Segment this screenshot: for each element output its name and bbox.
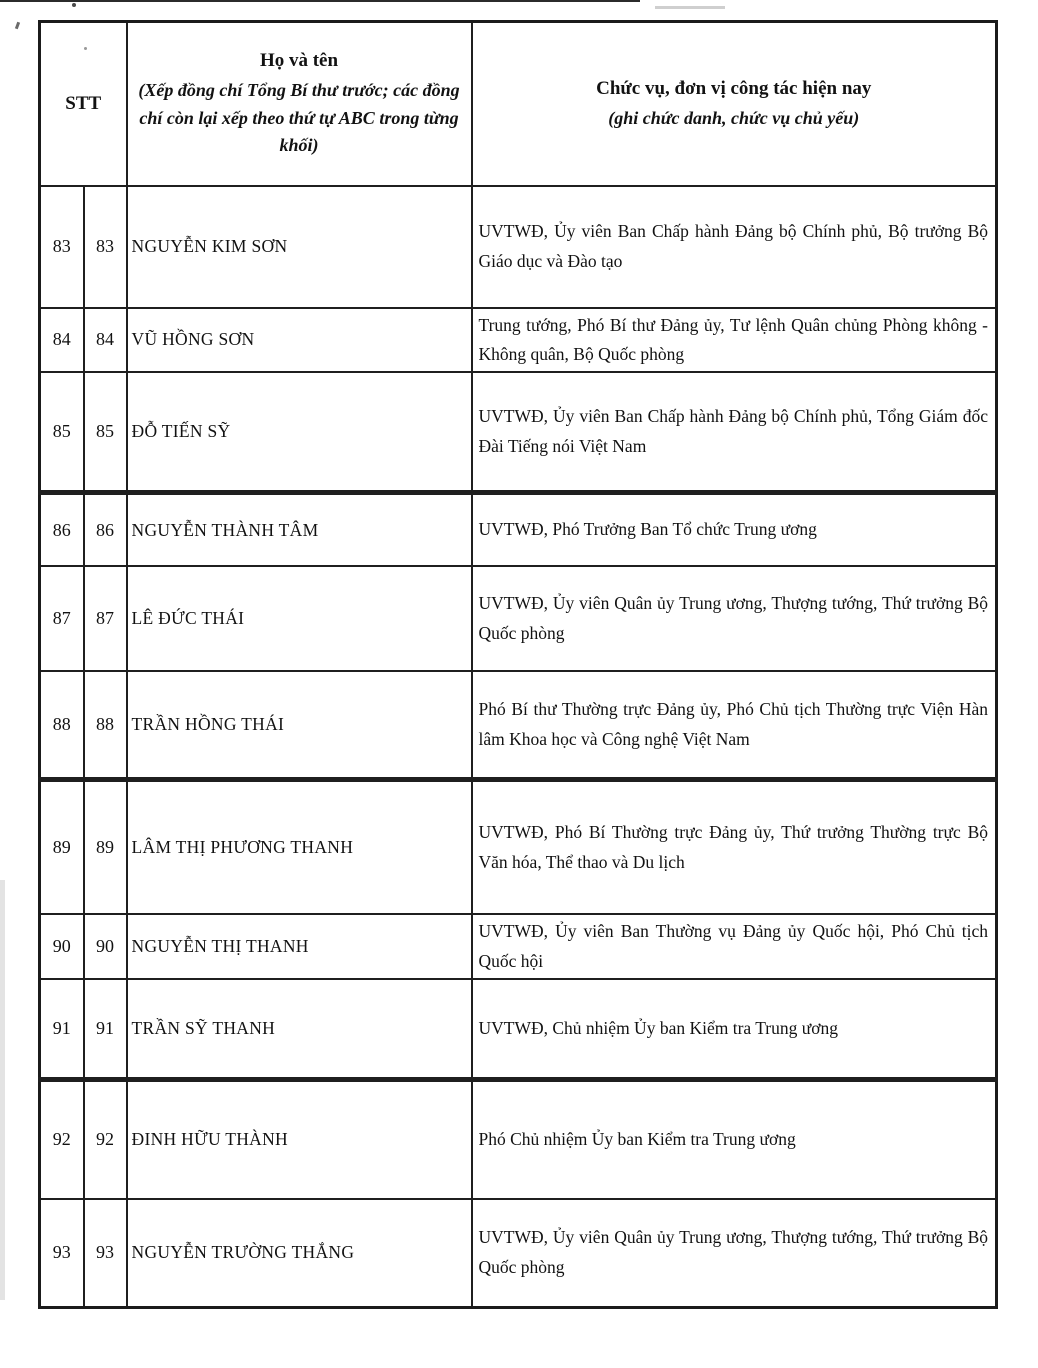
name-cell: NGUYỄN THỊ THANH [127, 914, 472, 979]
header-stt [40, 22, 127, 186]
table-header-row [40, 22, 997, 186]
stt-cell: 84 [40, 308, 84, 373]
scan-artifact-speck [15, 22, 20, 30]
position-cell: UVTWĐ, Chủ nhiệm Ủy ban Kiểm tra Trung ương [472, 979, 997, 1079]
stt-cell: 87 [40, 566, 84, 671]
header-position [472, 22, 997, 186]
position-cell: Trung tướng, Phó Bí thư Đảng ủy, Tư lệnh Quân chủng Phòng không - Không quân, Bộ Quốc phòng [472, 308, 997, 373]
stt-duplicate-cell: 89 [84, 779, 127, 914]
table-row [40, 308, 997, 373]
stt-cell: 86 [40, 492, 84, 566]
name-cell: LÊ ĐỨC THÁI [127, 566, 472, 671]
name-cell: LÂM THỊ PHƯƠNG THANH [127, 779, 472, 914]
stt-duplicate-cell: 92 [84, 1079, 127, 1199]
position-cell: Phó Bí thư Thường trực Đảng ủy, Phó Chủ tịch Thường trực Viện Hàn lâm Khoa học và Công nghệ Việt Nam [472, 671, 997, 779]
position-cell: UVTWĐ, Phó Bí Thường trực Đảng ủy, Thứ trưởng Thường trực Bộ Văn hóa, Thể thao và Du lịch [472, 779, 997, 914]
table-row [40, 1199, 997, 1307]
position-cell: UVTWĐ, Ủy viên Quân ủy Trung ương, Thượng tướng, Thứ trưởng Bộ Quốc phòng [472, 566, 997, 671]
position-cell: Phó Chủ nhiệm Ủy ban Kiểm tra Trung ương [472, 1079, 997, 1199]
header-position-note: (ghi chức danh, chức vụ chủ yếu) [608, 107, 860, 128]
stt-cell: 90 [40, 914, 84, 979]
stt-cell: 93 [40, 1199, 84, 1307]
position-cell: UVTWĐ, Ủy viên Ban Chấp hành Đảng bộ Chính phủ, Tổng Giám đốc Đài Tiếng nói Việt Nam [472, 372, 997, 492]
table-row [40, 566, 997, 671]
header-stt-label: STT [65, 92, 102, 114]
stt-duplicate-cell: 87 [84, 566, 127, 671]
stt-duplicate-cell: 93 [84, 1199, 127, 1307]
position-cell: UVTWĐ, Phó Trưởng Ban Tổ chức Trung ương [472, 492, 997, 566]
position-cell: UVTWĐ, Ủy viên Quân ủy Trung ương, Thượng tướng, Thứ trưởng Bộ Quốc phòng [472, 1199, 997, 1307]
stt-cell: 85 [40, 372, 84, 492]
stt-duplicate-cell: 88 [84, 671, 127, 779]
table-row [40, 1079, 997, 1199]
stt-duplicate-cell: 86 [84, 492, 127, 566]
scan-artifact-edge-band [0, 880, 5, 1300]
table-row [40, 372, 997, 492]
header-position-title: Chức vụ, đơn vị công tác hiện nay [596, 78, 872, 100]
scan-artifact-top-smudge [655, 6, 725, 9]
scan-artifact-speck [72, 3, 76, 7]
table-row [40, 979, 997, 1079]
stt-duplicate-cell: 91 [84, 979, 127, 1079]
name-cell: NGUYỄN THÀNH TÂM [127, 492, 472, 566]
position-cell: UVTWĐ, Ủy viên Ban Chấp hành Đảng bộ Chính phủ, Bộ trưởng Bộ Giáo dục và Đào tạo [472, 186, 997, 308]
stt-duplicate-cell: 85 [84, 372, 127, 492]
name-cell: ĐINH HỮU THÀNH [127, 1079, 472, 1199]
header-name-note: (Xếp đồng chí Tổng Bí thư trước; các đồng chí còn lại xếp theo thứ tự ABC trong từng khối) [138, 79, 460, 156]
name-cell: ĐỖ TIẾN SỸ [127, 372, 472, 492]
stt-duplicate-cell: 83 [84, 186, 127, 308]
name-cell: TRẦN SỸ THANH [127, 979, 472, 1079]
table-row [40, 492, 997, 566]
header-name [127, 22, 472, 186]
table-row [40, 914, 997, 979]
header-name-title: Họ và tên [259, 50, 339, 72]
table-row [40, 186, 997, 308]
name-cell: VŨ HỒNG SƠN [127, 308, 472, 373]
scan-artifact-top-line [0, 0, 640, 2]
officials-table [38, 20, 998, 1309]
position-cell: UVTWĐ, Ủy viên Ban Thường vụ Đảng ủy Quốc hội, Phó Chủ tịch Quốc hội [472, 914, 997, 979]
name-cell: NGUYỄN TRƯỜNG THẮNG [127, 1199, 472, 1307]
stt-cell: 83 [40, 186, 84, 308]
name-cell: NGUYỄN KIM SƠN [127, 186, 472, 308]
stt-cell: 91 [40, 979, 84, 1079]
table-row [40, 671, 997, 779]
stt-duplicate-cell: 90 [84, 914, 127, 979]
stt-cell: 88 [40, 671, 84, 779]
stt-duplicate-cell: 84 [84, 308, 127, 373]
table-row [40, 779, 997, 914]
name-cell: TRẦN HỒNG THÁI [127, 671, 472, 779]
stt-cell: 92 [40, 1079, 84, 1199]
stt-cell: 89 [40, 779, 84, 914]
